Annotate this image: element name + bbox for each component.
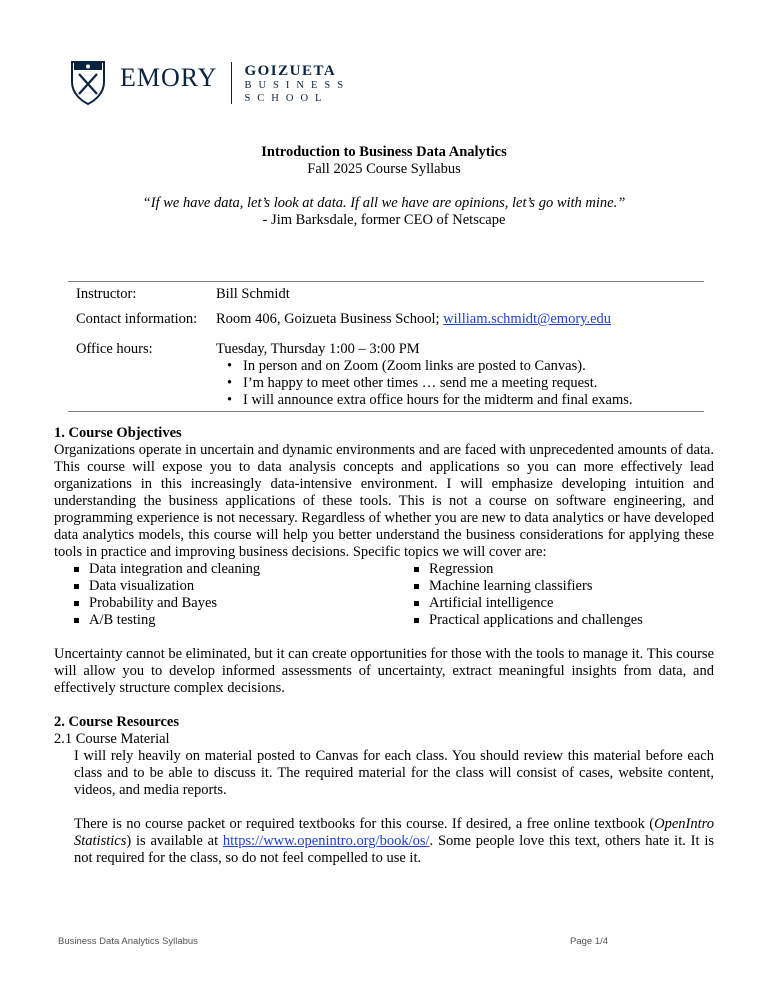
- instructor-info-table: [68, 281, 704, 412]
- goizueta-wordmark: [244, 63, 350, 105]
- section-heading-objectives: 1. Course Objectives: [54, 425, 182, 441]
- instructor-value: Bill Schmidt: [216, 286, 290, 302]
- topics-column-left: [54, 561, 404, 629]
- office-hours-note: • I will announce extra office hours for the midterm and final exams.: [216, 392, 704, 409]
- topic-item: Machine learning classifiers: [414, 578, 643, 595]
- topic-item: Practical applications and challenges: [414, 612, 643, 629]
- contact-value: [216, 311, 704, 341]
- topic-item: Probability and Bayes: [74, 595, 404, 612]
- topic-item: Regression: [414, 561, 643, 578]
- topics-list: [54, 561, 714, 629]
- topic-item: Data visualization: [74, 578, 404, 595]
- instructor-email-link[interactable]: william.schmidt@emory.edu: [443, 311, 612, 327]
- epigraph-quote: “If we have data, let’s look at data. If all we have are opinions, let’s go with mine.”: [142, 195, 626, 211]
- office-hours-time: Tuesday, Thursday 1:00 – 3:00 PM: [216, 341, 420, 357]
- office-hours-notes: [216, 358, 704, 409]
- course-subtitle: Fall 2025 Course Syllabus: [307, 161, 461, 177]
- topic-item: Data integration and cleaning: [74, 561, 404, 578]
- logo-divider: [231, 62, 232, 104]
- office-hours-note: • I’m happy to meet other times … send me a meeting request.: [216, 375, 704, 392]
- textbook-title: OpenIntro Statistics: [74, 816, 714, 849]
- topics-column-right: [404, 561, 643, 629]
- textbook-text-3: . Some people love this text, others hate it. It is not required for the class, so do not feel compelled to use it.: [74, 833, 714, 866]
- contact-label: Contact information:: [76, 311, 198, 327]
- quote-block: [0, 195, 768, 229]
- instructor-label: Instructor:: [76, 286, 137, 302]
- emory-wordmark: EMORY: [120, 63, 218, 92]
- material-paragraph: I will rely heavily on material posted to Canvas for each class. You should review this material before each class and to be able to discuss it. The required material for the class will consist of cases, website content, videos, and media reports.: [74, 748, 714, 798]
- office-hours-label: Office hours:: [76, 341, 153, 357]
- topic-item: A/B testing: [74, 612, 404, 629]
- office-hours-note: • In person and on Zoom (Zoom links are posted to Canvas).: [216, 358, 704, 375]
- textbook-link[interactable]: https://www.openintro.org/book/os/: [222, 833, 430, 849]
- subsection-heading-material: 2.1 Course Material: [54, 731, 170, 747]
- emory-shield-icon: [70, 60, 106, 106]
- topic-item: Artificial intelligence: [414, 595, 643, 612]
- footer-page-number: Page 1/4: [570, 936, 609, 947]
- title-block: [0, 144, 768, 178]
- course-title: Introduction to Business Data Analytics: [261, 144, 507, 160]
- contact-location: Room 406, Goizueta Business School;: [216, 311, 444, 327]
- section-heading-resources: 2. Course Resources: [54, 714, 179, 730]
- footer-doc-title: Business Data Analytics Syllabus: [58, 936, 198, 947]
- textbook-paragraph: [54, 816, 714, 867]
- office-hours-row: [68, 341, 704, 411]
- goizueta-business: BUSINESS: [244, 80, 351, 91]
- contact-row: [68, 308, 704, 341]
- office-hours-value: [216, 341, 704, 409]
- objectives-paragraph: Organizations operate in uncertain and dynamic environments and are faced with unprecedented amounts of data. This course will expose you to data analysis concepts and applications so you can more effectively lead organizations in this increasingly data-intensive environment. I will emphasize developing intuition and understanding the business applications of these tools. This is not a course on software engineering, and programming experience is not necessary. Regardless of whether you are new to data analytics or have developed data analytics models, this course will help you better understand the business considerations for applying these tools in practice and improving business decisions. Specific topics we will cover are:: [54, 442, 714, 560]
- emory-goizueta-logo: [70, 60, 350, 110]
- instructor-row: [68, 282, 704, 308]
- epigraph-attribution: - Jim Barksdale, former CEO of Netscape: [262, 212, 506, 228]
- textbook-text-2: ) is available at: [126, 833, 223, 849]
- uncertainty-paragraph: Uncertainty cannot be eliminated, but it can create opportunities for those with the tools to manage it. This course will allow you to develop informed assessments of uncertainty, extract meaningful insights from data, and effectively structure complex decisions.: [54, 646, 714, 696]
- textbook-text-1: There is no course packet or required textbooks for this course. If desired, a free online textbook (: [74, 816, 655, 832]
- goizueta-school: SCHOOL: [244, 93, 329, 104]
- syllabus-body: [54, 425, 714, 867]
- goizueta-name: GOIZUETA: [244, 63, 337, 79]
